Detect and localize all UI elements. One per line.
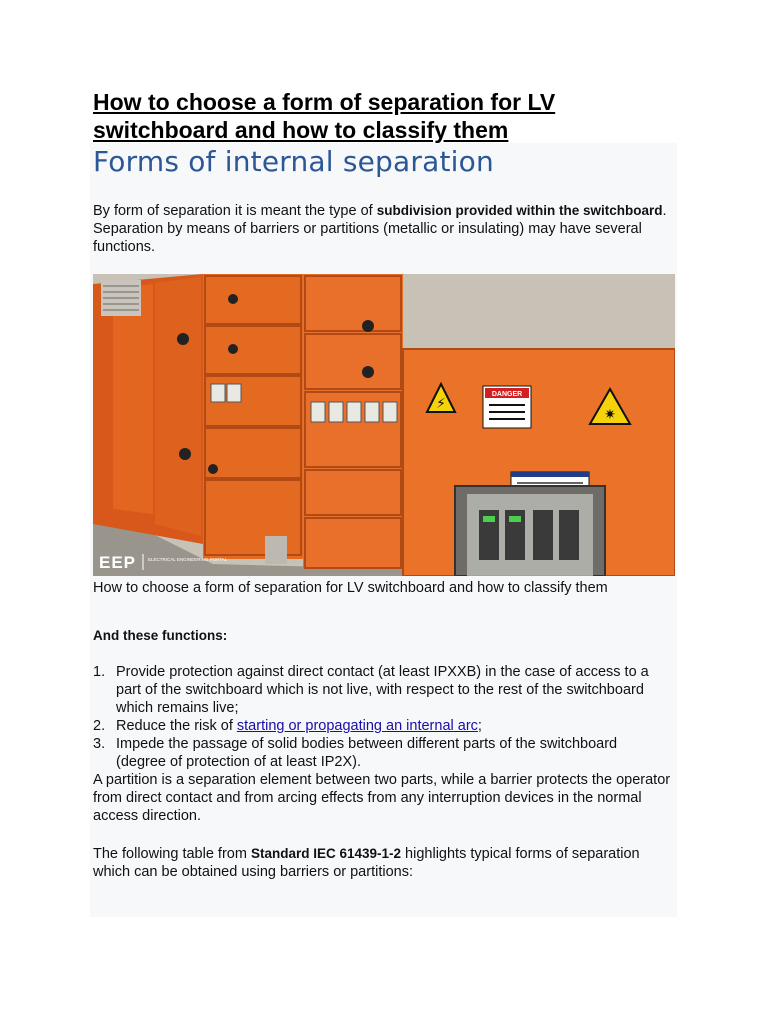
- functions-list: [93, 663, 671, 771]
- table-intro-end: highlights typical forms of separation which can be obtained using barriers or partitions:: [93, 846, 640, 880]
- intro-bold-text: subdivision provided within the switchboard: [376, 203, 663, 218]
- list-item-text-start: Reduce the risk of: [116, 718, 237, 734]
- list-item: [93, 663, 671, 717]
- danger-label: DANGER: [491, 391, 523, 398]
- switchboard-photo: [93, 274, 675, 576]
- list-number: 1.: [93, 664, 106, 680]
- intro-text-start: By form of separation it is meant the type of: [93, 203, 377, 219]
- page-title: How to choose a form of separation for LV switchboard and how to classify them: [93, 89, 556, 143]
- table-intro-start: The following table from: [93, 846, 251, 862]
- eep-logo: EEP: [99, 553, 137, 572]
- eep-logo-subtext: ELECTRICAL ENGINEERING PORTAL: [148, 557, 228, 562]
- functions-heading: And these functions:: [93, 628, 228, 643]
- svg-text:✷: ✷: [604, 407, 616, 423]
- intro-text-end: . Separation by means of barriers or partitions (metallic or insulating) may have several functions.: [93, 203, 667, 255]
- list-item-text: Impede the passage of solid bodies between different parts of the switchboard (degree of protection of at least IP2X).: [116, 736, 618, 770]
- list-item-text-end: ;: [477, 718, 482, 734]
- list-item-text: Provide protection against direct contact (at least IPXXB) in the case of access to a part of the switchboard which is not live, with respect to the rest of the switchboard which remains live;: [116, 664, 649, 716]
- list-number: 2.: [93, 718, 106, 734]
- list-item: [93, 717, 671, 735]
- partition-paragraph: A partition is a separation element between two parts, while a barrier protects the operator from direct contact and from arcing effects from any interruption devices in the normal access direction.: [93, 772, 671, 824]
- image-caption: How to choose a form of separation for LV switchboard and how to classify them: [93, 580, 608, 596]
- svg-text:⚡: ⚡: [436, 396, 446, 412]
- intro-paragraph: [93, 202, 671, 256]
- section-heading: Forms of internal separation: [93, 145, 494, 178]
- list-number: 3.: [93, 736, 106, 752]
- internal-arc-link[interactable]: starting or propagating an internal arc: [236, 718, 478, 734]
- list-item: [93, 735, 671, 771]
- standard-name: Standard IEC 61439-1-2: [250, 846, 402, 861]
- table-intro-paragraph: [93, 845, 671, 881]
